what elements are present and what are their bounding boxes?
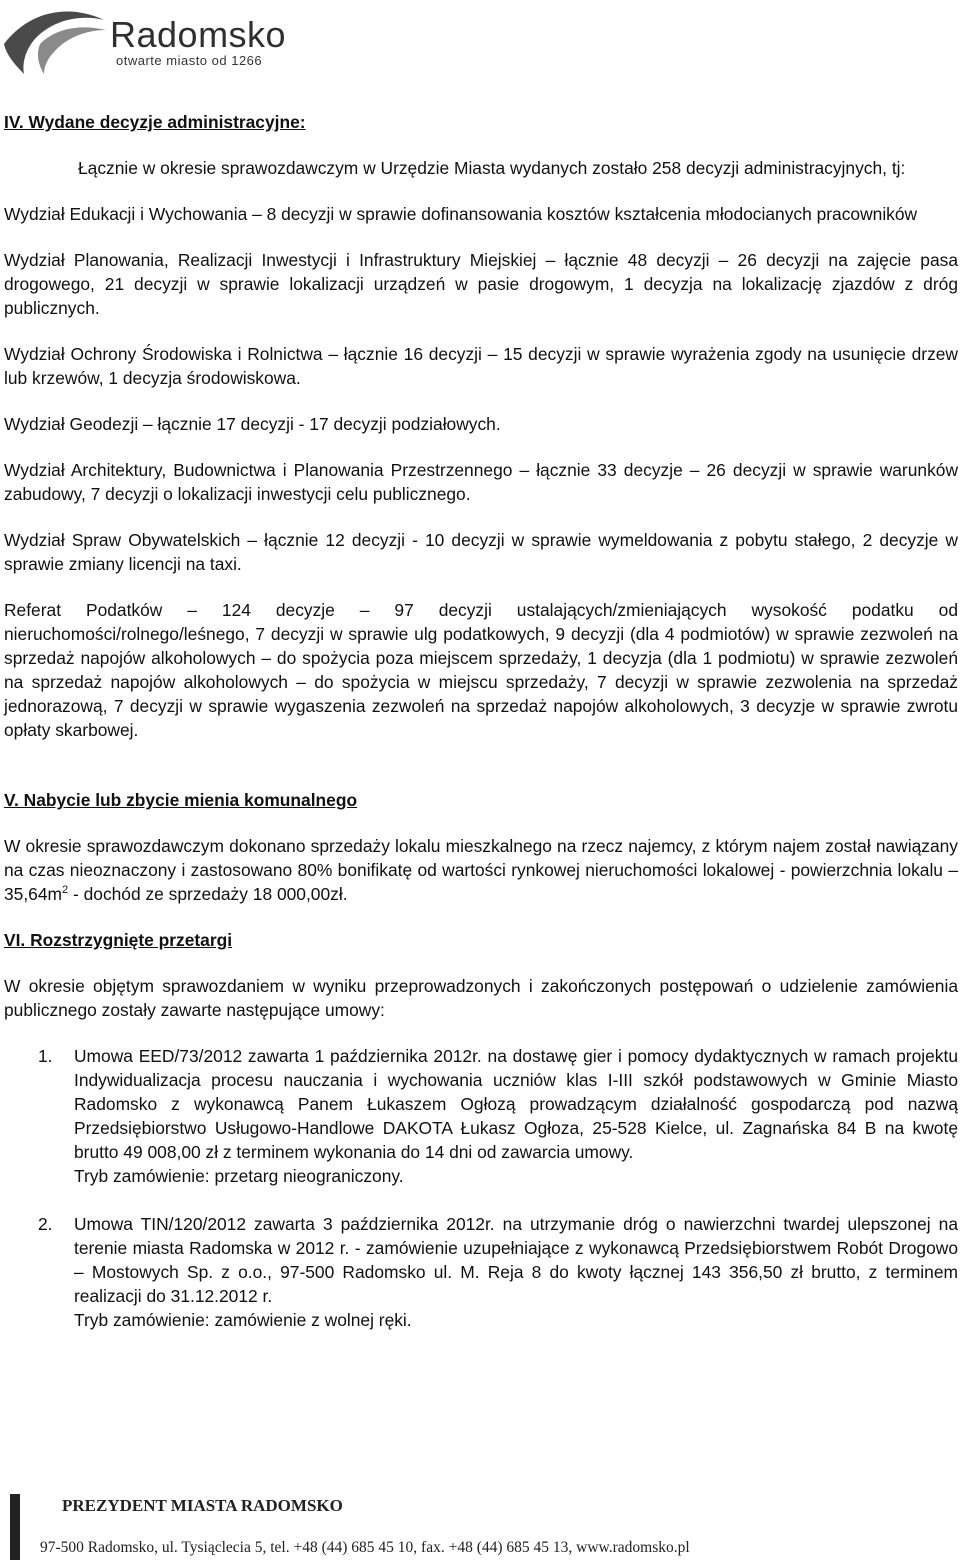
contract-mode: Tryb zamówienie: zamówienie z wolnej ręki. [74,1310,412,1330]
city-logo [0,0,300,80]
footer-website-link[interactable]: www.radomsko.pl [576,1539,690,1556]
section-iv-intro: Łącznie w okresie sprawozdawczym w Urzędzie Miasta wydanych zostało 258 decyzji administracyjnych, tj: [78,158,906,178]
area-unit-superscript: 2 [62,884,69,897]
section-heading-v: V. Nabycie lub zbycie mienia komunalnego [4,790,358,810]
footer-address-text: 97-500 Radomsko, ul. Tysiąclecia 5, tel. +48 (44) 685 45 10, fax. +48 (44) 685 45 13, [40,1539,573,1556]
contract-description: Umowa TIN/120/2012 zawarta 3 października 2012r. na utrzymanie dróg o nawierzchni twardej ulepszonej na terenie miasta Radomska w 2012 r. - zamówienie uzupełniające z wykonawcą Przedsiębiorstwem Robót Drogowo – Mostowych Sp. z o.o., 97-500 Radomsko ul. M. Reja 8 do kwoty łącznej 143 356,50 zł brutto, z terminem realizacji do 31.12.2012 r. [74,1214,958,1306]
footer-accent-bar [10,1494,20,1560]
list-item [4,1044,958,1188]
contract-number: 2. [38,1214,53,1234]
logo-swoosh-icon [0,0,120,80]
logo-tagline: otwarte miasto od 1266 [116,53,263,68]
paragraph-taxes: Referat Podatków – 124 decyzje – 97 decyzji ustalających/zmieniających wysokość podatku od nieruchomości/rolnego/leśnego, 7 decyzji w sprawie ulg podatkowych, 9 decyzji (dla 4 podmiotów) w sprawie zezwoleń na sprzedaż napojów alkoholowych – do spożycia poza miejscem sprzedaży, 1 decyzja (dla 1 podmiotu) w sprawie zezwoleń na sprzedaż napojów alkoholowych – do spożycia w miejscu sprzedaży, 7 decyzji w sprawie zezwolenia na sprzedaż jednorazową, 7 decyzji w sprawie wygaszenia zezwoleń na sprzedaż napojów alkoholowych, 3 decyzje w sprawie zwrotu opłaty skarbowej. [4,600,958,740]
section-heading-iv: IV. Wydane decyzje administracyjne: [4,112,306,132]
footer-address [40,1539,690,1557]
section-vi-intro: W okresie objętym sprawozdaniem w wyniku przeprowadzonych i zakończonych postępowań o udzielenie zamówienia publicznego zostały zawarte następujące umowy: [4,976,958,1020]
paragraph-civil-affairs: Wydział Spraw Obywatelskich – łącznie 12 decyzji - 10 decyzji w sprawie wymeldowania z pobytu stałego, 2 decyzje w sprawie zmiany licencji na taxi. [4,530,958,574]
paragraph-planning: Wydział Planowania, Realizacji Inwestycji i Infrastruktury Miejskiej – łącznie 48 decyzji – 26 decyzji na zajęcie pasa drogowego, 21 decyzji w sprawie lokalizacji urządzeń w pasie drogowym, 1 decyzja na lokalizację zjazdów z dróg publicznych. [4,250,958,318]
section-v-text-income: - dochód ze sprzedaży 18 000,00zł. [68,884,348,904]
list-item [4,1212,958,1332]
logo-name: Radomsko [110,14,287,55]
paragraph-architecture: Wydział Architektury, Budownictwa i Planowania Przestrzennego – łącznie 33 decyzje – 26 decyzji w sprawie warunków zabudowy, 7 decyzji o lokalizacji inwestycji celu publicznego. [4,460,958,504]
section-v-text [4,834,958,906]
page-footer [0,1482,960,1562]
paragraph-geodesy: Wydział Geodezji – łącznie 17 decyzji - 17 decyzji podziałowych. [4,414,501,434]
contract-mode: Tryb zamówienie: przetarg nieograniczony. [74,1166,404,1186]
section-v-text-main: W okresie sprawozdawczym dokonano sprzedaży lokalu mieszkalnego na rzecz najemcy, z którym najem został nawiązany na czas nieoznaczony i zastosowano 80% bonifikatę od wartości rynkowej nieruchomości lokalowej - powierzchnia lokalu – 35,64m [4,836,958,904]
footer-title: PREZYDENT MIASTA RADOMSKO [62,1496,343,1515]
contracts-list [4,1044,958,1332]
paragraph-education: Wydział Edukacji i Wychowania – 8 decyzji w sprawie dofinansowania kosztów kształcenia młodocianych pracowników [4,204,918,224]
document-body [4,110,958,1356]
paragraph-environment: Wydział Ochrony Środowiska i Rolnictwa – łącznie 16 decyzji – 15 decyzji w sprawie wyrażenia zgody na usunięcie drzew lub krzewów, 1 decyzja środowiskowa. [4,344,958,388]
contract-number: 1. [38,1046,53,1066]
contract-description: Umowa EED/73/2012 zawarta 1 października 2012r. na dostawę gier i pomocy dydaktycznych w ramach projektu Indywidualizacja procesu nauczania i wychowania uczniów klas I-III szkół podstawowych w Gminie Miasto Radomsko z wykonawcą Panem Łukaszem Ogłozą prowadzącym działalność gospodarczą pod nazwą Przedsiębiorstwo Usługowo-Handlowe DAKOTA Łukasz Ogłoza, 25-528 Kielce, ul. Zagnańska 84 B na kwotę brutto 49 008,00 zł z terminem wykonania do 14 dni od zawarcia umowy. [74,1046,958,1162]
section-heading-vi: VI. Rozstrzygnięte przetargi [4,930,233,950]
